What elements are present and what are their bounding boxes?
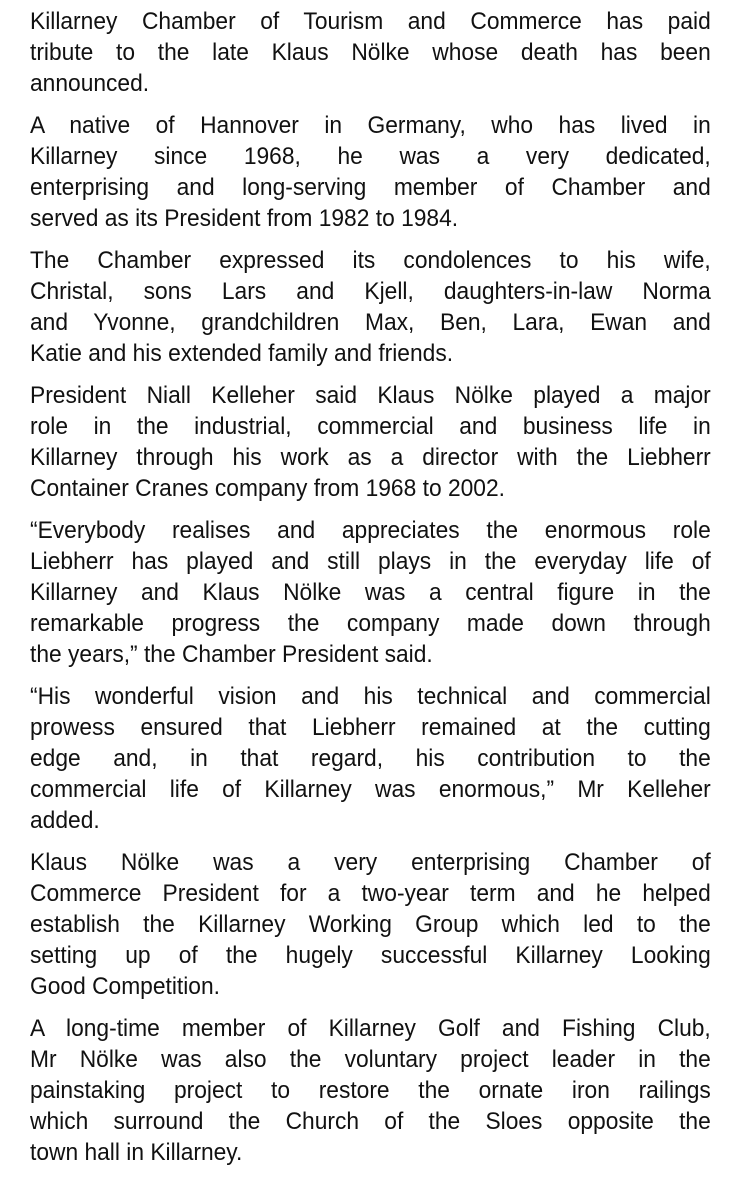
paragraph-working-group <box>30 847 711 1002</box>
text-line: remarkable progress the company made down through <box>30 610 711 637</box>
text-line: Killarney through his work as a director with the Liebherr <box>30 444 711 471</box>
paragraph-tribute <box>30 6 711 99</box>
text-line: commercial life of Killarney was enormous,” Mr Kelleher <box>30 776 711 803</box>
paragraph-quote-vision <box>30 681 711 836</box>
text-line: The Chamber expressed its condolences to his wife, <box>30 247 711 274</box>
text-line: prowess ensured that Liebherr remained at the cutting <box>30 714 711 741</box>
text-line: and Yvonne, grandchildren Max, Ben, Lara, Ewan and <box>30 309 711 336</box>
text-line: announced. <box>30 70 150 97</box>
text-line: “Everybody realises and appreciates the enormous role <box>30 517 711 544</box>
article-text <box>30 6 711 1168</box>
article-body <box>30 6 711 1179</box>
text-line: Commerce President for a two-year term and he helped <box>30 880 711 907</box>
paragraph-president-statement <box>30 380 711 504</box>
text-line: Mr Nölke was also the voluntary project leader in the <box>30 1046 711 1073</box>
text-line: enterprising and long-serving member of Chamber and <box>30 174 711 201</box>
text-line: Liebherr has played and still plays in the everyday life of <box>30 548 711 575</box>
text-line: tribute to the late Klaus Nölke whose death has been <box>30 39 711 66</box>
text-line: President Niall Kelleher said Klaus Nölke played a major <box>30 382 711 409</box>
text-line: edge and, in that regard, his contribution to the <box>30 745 711 772</box>
text-line: Klaus Nölke was a very enterprising Chamber of <box>30 849 711 876</box>
paragraph-condolences <box>30 245 711 369</box>
text-line: “His wonderful vision and his technical and commercial <box>30 683 711 710</box>
text-line: Christal, sons Lars and Kjell, daughters-in-law Norma <box>30 278 711 305</box>
text-line: the years,” the Chamber President said. <box>30 641 433 668</box>
text-line: served as its President from 1982 to 1984. <box>30 205 459 232</box>
text-line: which surround the Church of the Sloes opposite the <box>30 1108 711 1135</box>
text-line: A long-time member of Killarney Golf and Fishing Club, <box>30 1015 711 1042</box>
text-line: Killarney Chamber of Tourism and Commerce has paid <box>30 8 711 35</box>
text-line: setting up of the hugely successful Killarney Looking <box>30 942 711 969</box>
text-line: town hall in Killarney. <box>30 1139 243 1166</box>
text-line: A native of Hannover in Germany, who has lived in <box>30 112 711 139</box>
text-line: role in the industrial, commercial and business life in <box>30 413 711 440</box>
text-line: Killarney since 1968, he was a very dedicated, <box>30 143 711 170</box>
paragraph-background <box>30 110 711 234</box>
text-line: Container Cranes company from 1968 to 2002. <box>30 475 505 502</box>
text-line: establish the Killarney Working Group which led to the <box>30 911 711 938</box>
text-line: Killarney and Klaus Nölke was a central figure in the <box>30 579 711 606</box>
text-line: painstaking project to restore the ornate iron railings <box>30 1077 711 1104</box>
text-line: added. <box>30 807 100 834</box>
text-line: Good Competition. <box>30 973 220 1000</box>
paragraph-golf-club <box>30 1013 711 1168</box>
paragraph-quote-liebherr <box>30 515 711 670</box>
text-line: Katie and his extended family and friends. <box>30 340 454 367</box>
